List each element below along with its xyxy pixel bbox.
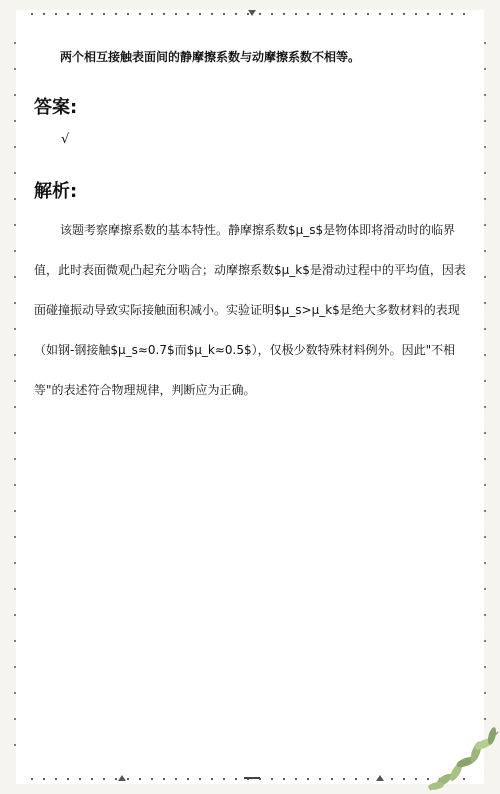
top-triangle-marker xyxy=(248,10,256,16)
left-dotted-border xyxy=(14,30,16,770)
bottom-left-triangle-marker xyxy=(118,775,126,781)
analysis-paragraph: 该题考察摩擦系数的基本特性。静摩擦系数$μ_s$是物体即将滑动时的临界值，此时表面微观凸起充分啮合；动摩擦系数$μ_k$是滑动过程中的平均值，因表面碰撞振动导致实际接触面积减小。实验证明$μ_s>μ_k$是绝大多数材料的表现（如钢-钢接触$μ_s≈0.7$而$μ_k≈0.5$），仅极少数特殊材料例外。因此"不相等"的表述符合物理规律，判断应为正确。 xyxy=(34,223,466,397)
leaf-branch-icon xyxy=(420,720,500,794)
answer-value: √ xyxy=(61,132,70,147)
question-text: 两个相互接触表面间的静摩擦系数与动摩擦系数不相等。 xyxy=(60,50,361,64)
bottom-center-dash xyxy=(244,777,260,779)
analysis-heading: 解析: xyxy=(34,181,78,202)
right-dotted-border xyxy=(484,30,486,770)
bottom-right-triangle-marker xyxy=(376,775,384,781)
answer-heading: 答案: xyxy=(34,97,78,118)
